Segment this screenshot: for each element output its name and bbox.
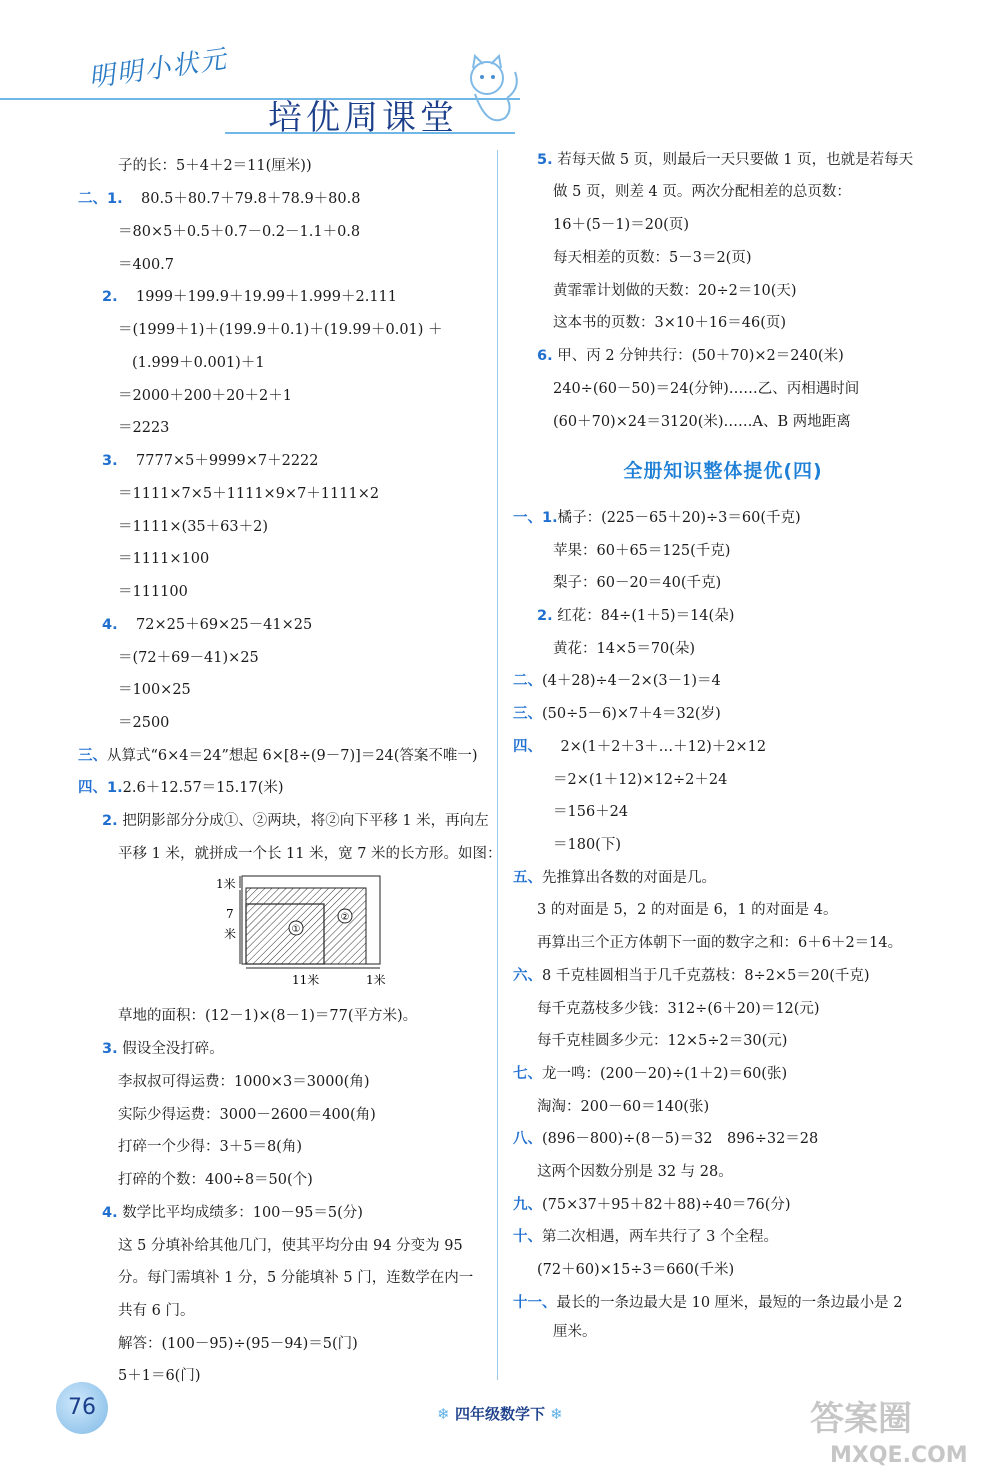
answer-line: ＝2×(1＋12)×12÷2＋24 xyxy=(553,772,728,788)
answer-line: 黄花：14×5＝70(朵) xyxy=(553,641,696,657)
answer-line: 二、1. 80.5＋80.7＋79.8＋78.9＋80.8 xyxy=(78,191,361,207)
brand-logo-script: 明明小状元 xyxy=(86,44,230,94)
piece-1-label: ① xyxy=(291,924,301,935)
answer-line: ＝2000＋200＋20＋2＋1 xyxy=(118,388,292,404)
answer-line: 实际少得运费：3000－2600＝400(角) xyxy=(118,1107,376,1123)
answer-line: 李叔叔可得运费：1000×3＝3000(角) xyxy=(118,1074,370,1090)
dim-m: 米 xyxy=(224,927,237,941)
answer-line: 再算出三个正方体朝下一面的数字之和：6＋6＋2＝14。 xyxy=(537,935,903,951)
answer-line: 16＋(5－1)＝20(页) xyxy=(553,217,689,233)
answer-line: ＝1111×7×5＋1111×9×7＋1111×2 xyxy=(118,486,380,502)
answer-line: 每千克桂圆多少元：12×5÷2＝30(元) xyxy=(537,1033,788,1049)
answer-line: 2. 1999＋199.9＋19.99＋1.999＋2.111 xyxy=(102,289,397,305)
piece-2-label: ② xyxy=(340,912,350,923)
answer-line: 共有 6 门。 xyxy=(118,1303,195,1319)
answer-line: 解答：(100－95)÷(95－94)＝5(门) xyxy=(118,1336,358,1352)
answer-line: 子的长：5＋4＋2＝11(厘米)) xyxy=(118,158,312,174)
answer-line: 梨子：60－20＝40(千克) xyxy=(553,575,722,591)
answer-line: 黄霏霏计划做的天数：20÷2＝10(天) xyxy=(553,283,797,299)
answer-line: ＝2500 xyxy=(118,715,170,731)
answer-line: (60＋70)×24＝3120(米)……A、B 两地距离 xyxy=(553,414,851,430)
answer-line: 这 5 分填补给其他几门，使其平均分由 94 分变为 95 xyxy=(118,1238,463,1254)
answer-line: ＝(1999＋1)＋(199.9＋0.1)＋(19.99＋0.01) ＋ xyxy=(118,322,443,338)
answer-line: 草地的面积：(12－1)×(8－1)＝77(平方米)。 xyxy=(118,1008,418,1024)
snowflake-icon: ❄ xyxy=(550,1405,563,1423)
answer-line: 打碎一个少得：3＋5＝8(角) xyxy=(118,1139,302,1155)
page-number-badge: 76 xyxy=(56,1382,108,1434)
grass-area-diagram xyxy=(200,868,400,988)
section-title: 全册知识整体提优(四) xyxy=(623,460,823,482)
cat-mascot-icon xyxy=(455,48,525,138)
answer-line: 2. 红花：84÷(1＋5)＝14(朵) xyxy=(537,608,735,624)
svg-text:答案圈: 答案圈 xyxy=(810,1399,912,1439)
answer-line: 打碎的个数：400÷8＝50(个) xyxy=(118,1172,313,1188)
answer-line: 苹果：60＋65＝125(千克) xyxy=(553,543,731,559)
answer-line: 七、龙一鸣：(200－20)÷(1＋2)＝60(张) xyxy=(513,1066,788,1082)
answer-line: 四、 2×(1＋2＋3＋…＋12)＋2×12 xyxy=(513,739,767,755)
answer-line: 六、8 千克桂圆相当于几千克荔枝：8÷2×5＝20(千克) xyxy=(513,968,870,984)
answer-line: 每千克荔枝多少钱：312÷(6＋20)＝12(元) xyxy=(537,1001,820,1017)
brand-title: 培优周课堂 xyxy=(268,98,458,138)
answer-line: 二、(4＋28)÷4－2×(3－1)＝4 xyxy=(513,673,721,689)
answer-line: ＝100×25 xyxy=(118,682,191,698)
answer-line: ＝1111×(35＋63＋2) xyxy=(118,519,268,535)
answer-line: ＝180(下) xyxy=(553,837,621,853)
answer-line: 3 的对面是 5，2 的对面是 6，1 的对面是 4。 xyxy=(537,902,838,918)
answer-line: 九、(75×37＋95＋82＋88)÷40＝76(分) xyxy=(513,1197,791,1213)
answer-line: 6. 甲、丙 2 分钟共行：(50＋70)×2＝240(米) xyxy=(537,348,844,364)
answer-line: 3. 假设全没打碎。 xyxy=(102,1041,224,1057)
answer-line: 4. 72×25＋69×25－41×25 xyxy=(102,617,313,633)
answer-line: ＝111100 xyxy=(118,584,188,600)
answer-line: 4. 数学比平均成绩多：100－95＝5(分) xyxy=(102,1205,363,1221)
answer-line: 3. 7777×5＋9999×7＋2222 xyxy=(102,453,319,469)
answer-line: 2. 把阴影部分分成①、②两块，将②向下平移 1 米，再向左 xyxy=(102,813,489,829)
answer-line: 三、(50÷5－6)×7＋4＝32(岁) xyxy=(513,706,721,722)
answer-line: 这两个因数分别是 32 与 28。 xyxy=(537,1164,733,1180)
answer-line: (1.999＋0.001)＋1 xyxy=(132,355,265,371)
page-header xyxy=(0,0,1000,140)
answer-line: 五、先推算出各数的对面是几。 xyxy=(513,870,716,886)
answer-line: (72＋60)×15÷3＝660(千米) xyxy=(537,1262,735,1278)
answer-line: ＝2223 xyxy=(118,420,170,436)
answer-line: 每天相差的页数：5－3＝2(页) xyxy=(553,250,752,266)
dim-1m-top: 1米 xyxy=(216,877,236,891)
column-divider xyxy=(497,150,498,1380)
answer-line: 240÷(60－50)＝24(分钟)……乙、丙相遇时间 xyxy=(553,381,860,397)
answer-line: ＝1111×100 xyxy=(118,551,210,567)
answer-line: 十一、最长的一条边最大是 10 厘米，最短的一条边最小是 2 xyxy=(513,1295,903,1311)
answer-line: 分。每门需填补 1 分，5 分能填补 5 门，连数学在内一 xyxy=(118,1270,474,1286)
answer-line: 淘淘：200－60＝140(张) xyxy=(537,1099,710,1115)
watermark-logo xyxy=(800,1390,980,1470)
answer-line: 5. 若每天做 5 页，则最后一天只要做 1 页，也就是若每天 xyxy=(537,152,914,168)
answer-line: 四、1.2.6＋12.57＝15.17(米) xyxy=(78,780,284,796)
answer-line: 八、(896－800)÷(8－5)＝32 896÷32＝28 xyxy=(513,1131,819,1147)
answer-line: 十、第二次相遇，两车共行了 3 个全程。 xyxy=(513,1229,778,1245)
svg-text:MXQE.COM: MXQE.COM xyxy=(830,1443,968,1468)
answer-line: 这本书的页数：3×10＋16＝46(页) xyxy=(553,315,787,331)
dim-11m: 11米 xyxy=(292,973,320,987)
answer-line: ＝400.7 xyxy=(118,257,175,273)
answer-line: 厘米。 xyxy=(553,1324,597,1340)
answer-line: 做 5 页，则差 4 页。两次分配相差的总页数： xyxy=(553,184,851,200)
answer-line: ＝156＋24 xyxy=(553,804,629,820)
shaded-region xyxy=(246,888,366,964)
dim-1m-right: 1米 xyxy=(366,973,386,987)
answer-line: 5＋1＝6(门) xyxy=(118,1368,201,1384)
answer-line: ＝(72＋69－41)×25 xyxy=(118,650,259,666)
answer-line: 一、1.橘子：(225－65＋20)÷3＝60(千克) xyxy=(513,510,801,526)
dim-7: 7 xyxy=(226,907,234,921)
answer-line: 平移 1 米，就拼成一个长 11 米，宽 7 米的长方形。如图： xyxy=(118,846,502,862)
answer-line: 三、从算式“6×4＝24”想起 6×[8÷(9－7)]＝24(答案不唯一) xyxy=(78,748,478,764)
book-title-text: 四年级数学下 xyxy=(454,1405,545,1423)
answer-line: ＝80×5＋0.5＋0.7－0.2－1.1＋0.8 xyxy=(118,224,361,240)
snowflake-icon: ❄ xyxy=(437,1405,450,1423)
